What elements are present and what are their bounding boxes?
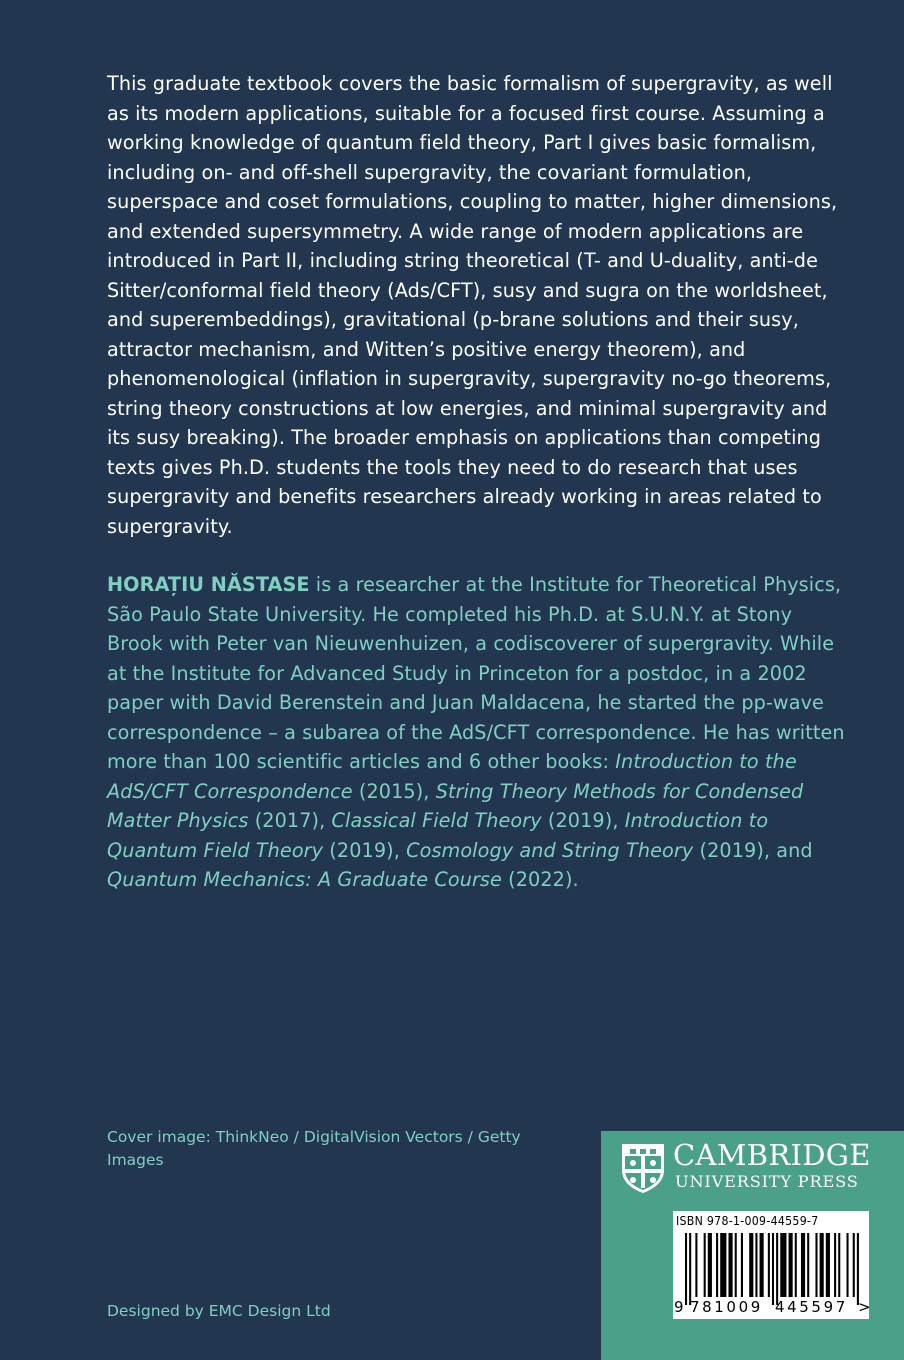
- barcode-bars: [685, 1233, 861, 1305]
- barcode-bar: [716, 1233, 718, 1297]
- barcode-bar: [789, 1233, 793, 1297]
- book-title: Classical Field Theory: [331, 809, 542, 832]
- barcode-bar: [834, 1233, 836, 1297]
- barcode-bar: [801, 1233, 805, 1297]
- designer-credit: Designed by EMC Design Ltd: [107, 1302, 331, 1320]
- barcode-bar: [857, 1233, 859, 1305]
- book-year: (2017),: [248, 809, 332, 832]
- publisher-subname: UNIVERSITY PRESS: [675, 1172, 859, 1191]
- author-biography: [107, 570, 847, 895]
- barcode-bar: [847, 1233, 849, 1297]
- barcode-bar: [735, 1233, 737, 1297]
- bio-intro: is a researcher at the Institute for Theoretical Physics, São Paulo State University. He completed his Ph.D. at S.U.N.Y. at Stony Brook with Peter van Nieuwenhuizen, a codiscoverer of supergravity. While at the Institute for Advanced Study in Princeton for a postdoc, in a 2002 paper with David Berenstein and Juan Maldacena, he started the pp-wave correspondence – a subarea of the AdS/CFT correspondence. He has written more than 100 scientific articles and 6 other books:: [107, 573, 845, 773]
- barcode-bar: [741, 1233, 743, 1297]
- book-year: (2019), and: [693, 838, 813, 862]
- barcode-left-group: 781009: [690, 1298, 763, 1316]
- book-title: Introduction to Quantum Field Theory: [107, 809, 769, 862]
- book-description: This graduate textbook covers the basic formalism of supergravity, as well as its modern applications, suitable for a focused first course. Assuming a working knowledge of quantum field theory, Part I gives basic formalism, including on- and off-shell supergravity, the covariant formulation, superspace and coset formulations, coupling to matter, higher dimensions, and extended supersymmetry. A wide range of modern applications are introduced in Part II, including string theoretical (T- and U-duality, anti-de Sitter/conformal field theory (Ads/CFT), susy and sugra on the worldsheet, and superembeddings), gravitational (p-brane solutions and their susy, attractor mechanism, and Witten’s positive energy theorem), and phenomenological (inflation in supergravity, supergravity no-go theorems, string theory constructions at low energies, and minimal supergravity and its susy breaking). The broader emphasis on applications than competing texts gives Ph.D. students the tools they need to do research that uses supergravity and benefits researchers already working in areas related to supergravity.: [107, 72, 838, 538]
- barcode-end-mark: >: [858, 1298, 871, 1316]
- book-year: (2015),: [352, 779, 436, 803]
- book-title: Introduction to the AdS/CFT Correspondence: [107, 750, 797, 803]
- barcode-bar: [704, 1233, 706, 1297]
- barcode-bar: [720, 1233, 726, 1297]
- barcode-lead-digit: 9: [674, 1298, 684, 1316]
- barcode-bar: [689, 1233, 691, 1305]
- isbn-barcode: [673, 1211, 869, 1319]
- barcode-bar: [795, 1233, 797, 1297]
- barcode-bar: [820, 1233, 824, 1297]
- barcode-bar: [685, 1233, 687, 1305]
- barcode-bar: [776, 1233, 778, 1305]
- barcode-bar: [695, 1233, 697, 1297]
- barcode-bar: [807, 1233, 809, 1297]
- book-title: String Theory Methods for Condensed Matter Physics: [107, 779, 804, 832]
- barcode-bar: [768, 1233, 770, 1297]
- book-year: (2019),: [323, 838, 407, 862]
- barcode-bar: [749, 1233, 753, 1297]
- barcode-bar: [755, 1233, 757, 1297]
- book-year: (2022).: [501, 868, 579, 891]
- cambridge-crest-icon: [620, 1142, 666, 1194]
- barcode-bar: [708, 1233, 712, 1297]
- barcode-bar: [772, 1233, 774, 1305]
- author-name: HORAȚIU NĂSTASE: [107, 573, 310, 596]
- cover-image-credit: Cover image: ThinkNeo / DigitalVision Vectors / Getty Images: [107, 1128, 521, 1169]
- barcode-right-group: 445597: [775, 1298, 848, 1316]
- barcode-bar: [815, 1233, 817, 1297]
- barcode-bar: [853, 1233, 855, 1297]
- publisher-name: CAMBRIDGE: [673, 1138, 871, 1172]
- book-title: Quantum Mechanics: A Graduate Course: [107, 868, 502, 891]
- book-year: (2019),: [541, 809, 625, 832]
- barcode-digits: [673, 1298, 869, 1318]
- book-title: Cosmology and String Theory: [406, 838, 694, 862]
- barcode-bar: [826, 1233, 830, 1297]
- barcode-bar: [780, 1233, 786, 1297]
- isbn-label: ISBN 978-1-009-44559-7: [676, 1214, 819, 1228]
- barcode-bar: [760, 1233, 764, 1297]
- barcode-bar: [838, 1233, 840, 1297]
- barcode-bar: [728, 1233, 732, 1297]
